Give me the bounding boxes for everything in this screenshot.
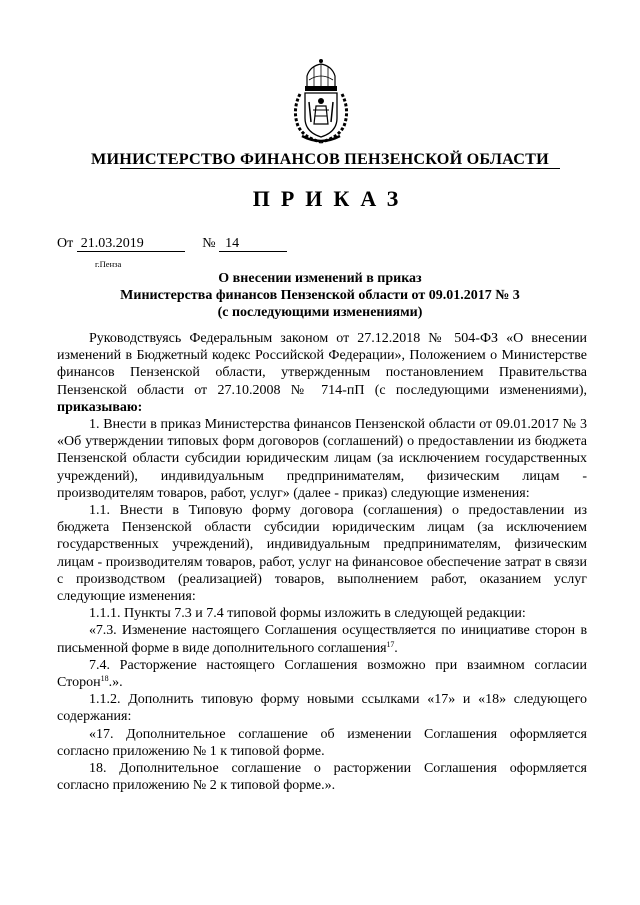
paragraph-7-3-text: «7.3. Изменение настоящего Соглашения осуществляется по инициативе сторон в письменной форме в виде дополнительного соглашения <box>57 623 587 656</box>
paragraph-7-4-text: 7.4. Расторжение настоящего Соглашения возможно при взаимном согласии Сторон <box>57 657 587 691</box>
paragraph-7-3: «7.3. Изменение настоящего Соглашения осуществляется по инициативе сторон в письменной форме в виде дополнительного соглашения$^{17}$. <box>57 623 587 656</box>
subject-line-1: О внесении изменений в приказ <box>218 271 422 286</box>
order-date-number-line <box>57 236 287 252</box>
city-label: г.Пенза <box>95 259 122 269</box>
order-date: 21.03.2019 <box>77 237 185 252</box>
order-number: 14 <box>219 237 287 252</box>
paragraph-1-1: 1.1. Внести в Типовую форму договора (соглашения) о предоставлении из бюджета Пензенской области субсидии юридическим лицам (за исключением государственных учреждений), индивидуальным предпринимателям, физическим лицам - производителям товаров, работ, услуг на финансовое обеспечение затрат в связи с производством (реализацией) товаров, выполнением работ, оказанием услуг следующие изменения: <box>57 503 587 605</box>
date-prefix: От <box>57 236 74 251</box>
footnote-ref-17: 17 <box>386 639 395 649</box>
paragraph-1-1-2: 1.1.2. Дополнить типовую форму новыми ссылками «17» и «18» следующего содержания: <box>57 692 587 725</box>
document-type-title: ПРИКАЗ <box>252 186 410 211</box>
preamble-text: Руководствуясь Федеральным законом от 27.12.2018 № 504-ФЗ «О внесении изменений в Бюджетный кодекс Российской Федерации», Положением о Министерстве финансов Пензенской области, утвержденным постановлением Правительства Пензенской области от 27.10.2008 № 714-пП (с последующими изменениями), <box>57 331 587 398</box>
ministry-name: МИНИСТЕРСТВО ФИНАНСОВ ПЕНЗЕНСКОЙ ОБЛАСТИ <box>91 150 549 168</box>
footnote-ref-18: 18 <box>100 674 109 684</box>
coat-of-arms-emblem <box>290 58 352 144</box>
order-body <box>57 330 587 794</box>
preamble-paragraph <box>57 330 587 416</box>
decree-word: приказываю: <box>57 399 143 415</box>
subject-line-2: Министерства финансов Пензенской области от 09.01.2017 № 3 <box>120 288 520 303</box>
footnote-18-paragraph: 18. Дополнительное соглашение о расторжении Соглашения оформляется согласно приложению № 2 к типовой форме.». <box>57 761 587 794</box>
paragraph-7-4: 7.4. Расторжение настоящего Соглашения возможно при взаимном согласии Сторон$^{18}$.». <box>57 657 587 691</box>
paragraph-1: 1. Внести в приказ Министерства финансов Пензенской области от 09.01.2017 № 3 «Об утверждении типовых форм договоров (соглашений) о предоставлении из бюджета Пензенской области субсидии юридическим лицам (за исключением государственных учреждений), индивидуальным предпринимателям, физическим лицам - производителям товаров, работ, услуг» (далее - приказ) следующие изменения: <box>57 417 587 501</box>
subject-line-3: (с последующими изменениями) <box>217 305 423 320</box>
order-subject <box>60 270 580 321</box>
number-prefix: № <box>202 236 216 251</box>
ministry-underline <box>120 168 560 169</box>
footnote-17-paragraph: «17. Дополнительное соглашение об изменении Соглашения оформляется согласно приложению № 1 к типовой форме. <box>57 726 587 759</box>
paragraph-1-1-1: 1.1.1. Пункты 7.3 и 7.4 типовой формы изложить в следующей редакции: <box>89 606 526 622</box>
